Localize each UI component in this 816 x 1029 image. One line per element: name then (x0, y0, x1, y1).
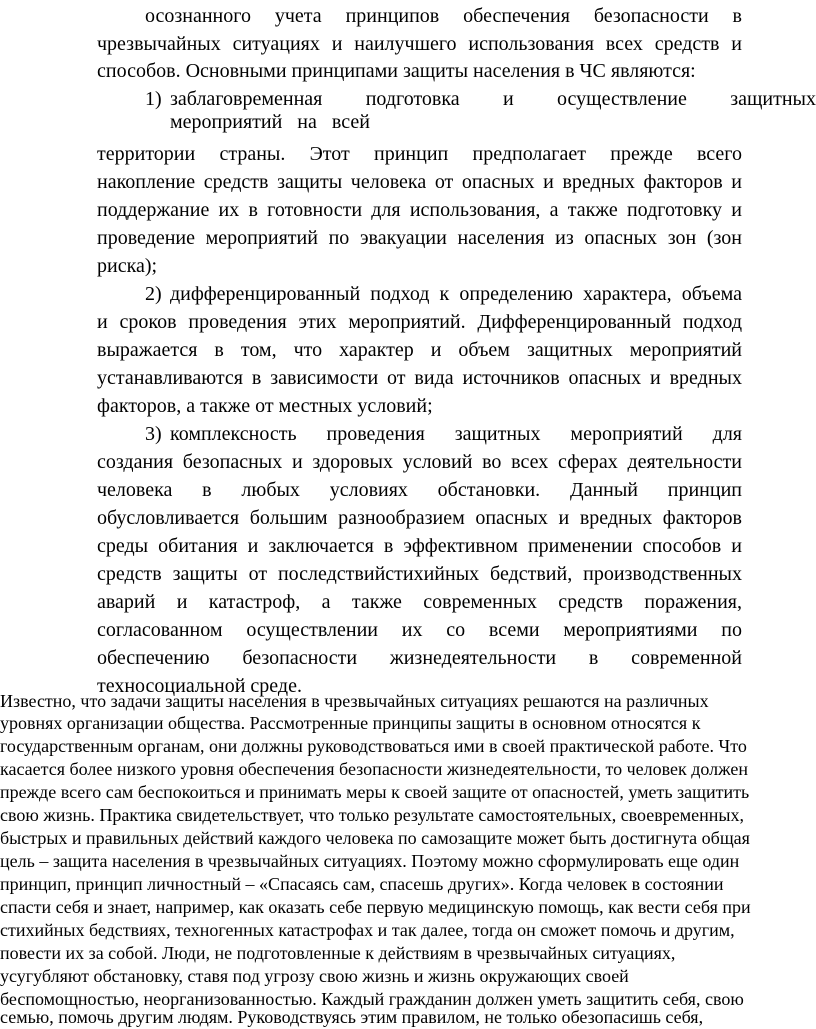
list-item-number: 3) (145, 423, 162, 445)
list-item-line: факторов, а также от местных условий; (97, 395, 433, 417)
list-item-line: выражается в том, что характер и объем защитных мероприятий (97, 339, 742, 361)
list-item-line: человека в любых условиях обстановки. Данный принцип (97, 479, 742, 501)
list-item-line: территории страны. Этот принцип предполагает прежде всего (97, 143, 742, 165)
paragraph-line: прежде всего сам беспокоиться и принимать меры к своей защите от опасностей, уметь защитить (0, 782, 750, 802)
paragraph-line: быстрых и правильных действий каждого человека по самозащите может быть достигнута общая (0, 828, 750, 848)
list-item-line: заблаговременная подготовка и осуществление защитных (170, 88, 816, 110)
list-item-line: средств защиты от последствийстихийных бедствий, производственных (97, 563, 742, 585)
paragraph-line: повести их за собой. Люди, не подготовленные к действиям в чрезвычайных ситуациях, (0, 943, 676, 963)
list-item-line: мероприятий на всей (170, 111, 370, 133)
list-item-line: проведение мероприятий по эвакуации населения из опасных зон (зон (97, 227, 742, 249)
list-item-line: согласованном осуществлении их со всеми мероприятиями по (97, 619, 742, 641)
paragraph-line: спасти себя и знает, например, как оказать себе первую медицинскую помощь, как вести себя при (0, 897, 751, 917)
paragraph-line: свою жизнь. Практика свидетельствует, что только результате самостоятельных, своевременных, (0, 805, 744, 825)
paragraph-line: Известно, что задачи защиты населения в чрезвычайных ситуациях решаются на различных (0, 691, 709, 711)
list-item-number: 2) (145, 283, 162, 305)
list-item-line: накопление средств защиты человека от опасных и вредных факторов и (97, 171, 742, 193)
paragraph-line: усугубляют обстановку, ставя под угрозу свою жизнь и жизнь окружающих своей (0, 966, 629, 986)
list-item-line: создания безопасных и здоровых условий во всех сферах деятельности (97, 451, 742, 473)
list-item-line: устанавливаются в зависимости от вида источников опасных и вредных (97, 367, 742, 389)
list-item-line: дифференцированный подход к определению характера, объема (170, 283, 742, 305)
paragraph-line: государственным органам, они должны руководствоваться ими в своей практической работе. Что (0, 736, 747, 756)
list-item-line: обусловливается большим разнообразием опасных и вредных факторов (97, 507, 742, 529)
paragraph-line: касается более низкого уровня обеспечения безопасности жизнедеятельности, то человек должен (0, 759, 748, 779)
list-item-line: риска); (97, 255, 158, 277)
paragraph-line: цель – защита населения в чрезвычайных ситуациях. Поэтому можно сформулировать еще один (0, 851, 740, 871)
list-item-line: аварий и катастроф, а также современных средств поражения, (97, 591, 742, 613)
list-item-line: комплексность проведения защитных мероприятий для (170, 423, 742, 445)
paragraph-line: уровнях организации общества. Рассмотренные принципы защиты в основном относятся к (0, 713, 701, 733)
paragraph-line: чрезвычайных ситуациях и наилучшего использования всех средств и (97, 33, 742, 55)
list-item-number: 1) (145, 88, 162, 110)
list-item-line: техносоциальной среде. (97, 675, 302, 697)
paragraph-line: принцип, принцип личностный – «Спасаясь сам, спасешь других». Когда человек в состоянии (0, 874, 724, 894)
paragraph-line: семью, помочь другим людям. Руководствуясь этим правилом, не только обезопасишь себя, (0, 1007, 704, 1027)
list-item-line: среды обитания и заключается в эффективном применении способов и (97, 535, 742, 557)
paragraph-line: способов. Основными принципами защиты населения в ЧС являются: (97, 60, 696, 82)
paragraph-line: осознанного учета принципов обеспечения безопасности в (145, 5, 742, 27)
list-item-line: обеспечению безопасности жизнедеятельности в современной (97, 647, 742, 669)
list-item-line: и сроков проведения этих мероприятий. Дифференцированный подход (97, 311, 742, 333)
paragraph-line: беспомощностью, неорганизованностью. Каждый гражданин должен уметь защитить себя, свою (0, 989, 744, 1009)
paragraph-line: стихийных бедствиях, техногенных катастрофах и так далее, тогда он сможет помочь и другим, (0, 920, 735, 940)
list-item-line: поддержание их в готовности для использования, а также подготовку и (97, 199, 742, 221)
